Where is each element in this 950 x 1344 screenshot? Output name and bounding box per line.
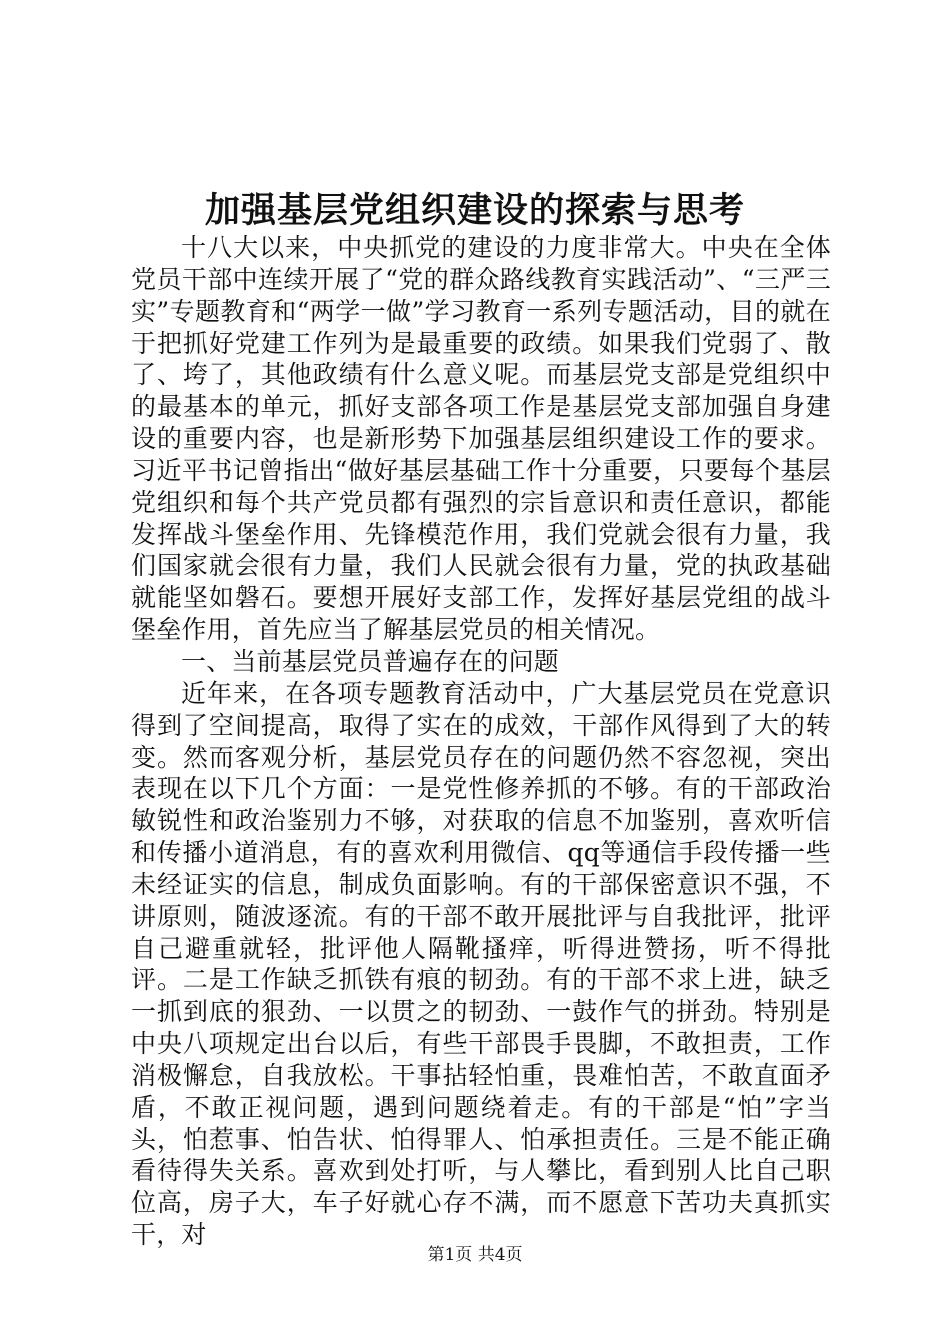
document-title: 加强基层党组织建设的探索与思考 [204, 190, 745, 231]
paragraph-intro: 十八大以来，中央抓党的建设的力度非常大。中央在全体党员干部中连续开展了“党的群众路线教育实践活动”、“三严三实”专题教育和“两学一做”学习教育一系列专题活动，目的就在于把抓好党建工作列为是最重要的政绩。如果我们党弱了、散了、垮了，其他政绩有什么意义呢。而基层党支部是党组织中的最基本的单元，抓好支部各项工作是基层党支部加强自身建设的重要内容，也是新形势下加强基层组织建设工作的要求。习近平书记曾指出“做好基层基础工作十分重要，只要每个基层党组织和每个共产党员都有强烈的宗旨意识和责任意识，都能发挥战斗堡垒作用、先锋模范作用，我们党就会很有力量，我们国家就会很有力量，我们人民就会很有力量，党的执政基础就能坚如磐石。要想开展好支部工作，发挥好基层党组的战斗堡垒作用，首先应当了解基层党员的相关情况。 [131, 233, 831, 645]
document-body [131, 232, 831, 1251]
paragraph-problems: 近年来，在各项专题教育活动中，广大基层党员在党意识得到了空间提高，取得了实在的成效，干部作风得到了大的转变。然而客观分析，基层党员存在的问题仍然不容忽视，突出表现在以下几个方面：一是党性修养抓的不够。有的干部政治敏锐性和政治鉴别力不够，对获取的信息不加鉴别，喜欢听信和传播小道消息，有的喜欢利用微信、qq等通信手段传播一些未经证实的信息，制成负面影响。有的干部保密意识不强，不讲原则，随波逐流。有的干部不敢开展批评与自我批评，批评自己避重就轻，批评他人隔靴搔痒，听得进赞扬，听不得批评。二是工作缺乏抓铁有痕的韧劲。有的干部不求上进，缺乏一抓到底的狠劲、一以贯之的韧劲、一鼓作气的拼劲。特别是中央八项规定出台以后，有些干部畏手畏脚，不敢担责，工作消极懈怠，自我放松。干事拈轻怕重，畏难怕苦，不敢直面矛盾，不敢正视问题，遇到问题绕着走。有的干部是“怕”字当头，怕惹事、怕告状、怕得罪人、怕承担责任。三是不能正确看待得失关系。喜欢到处打听，与人攀比，看到别人比自己职位高，房子大，车子好就心存不满，而不愿意下苦功夫真抓实干，对 [131, 678, 831, 1250]
page-number-footer: 第1页 共4页 [427, 1245, 523, 1265]
section-heading-1: 一、当前基层党员普遍存在的问题 [181, 646, 560, 676]
